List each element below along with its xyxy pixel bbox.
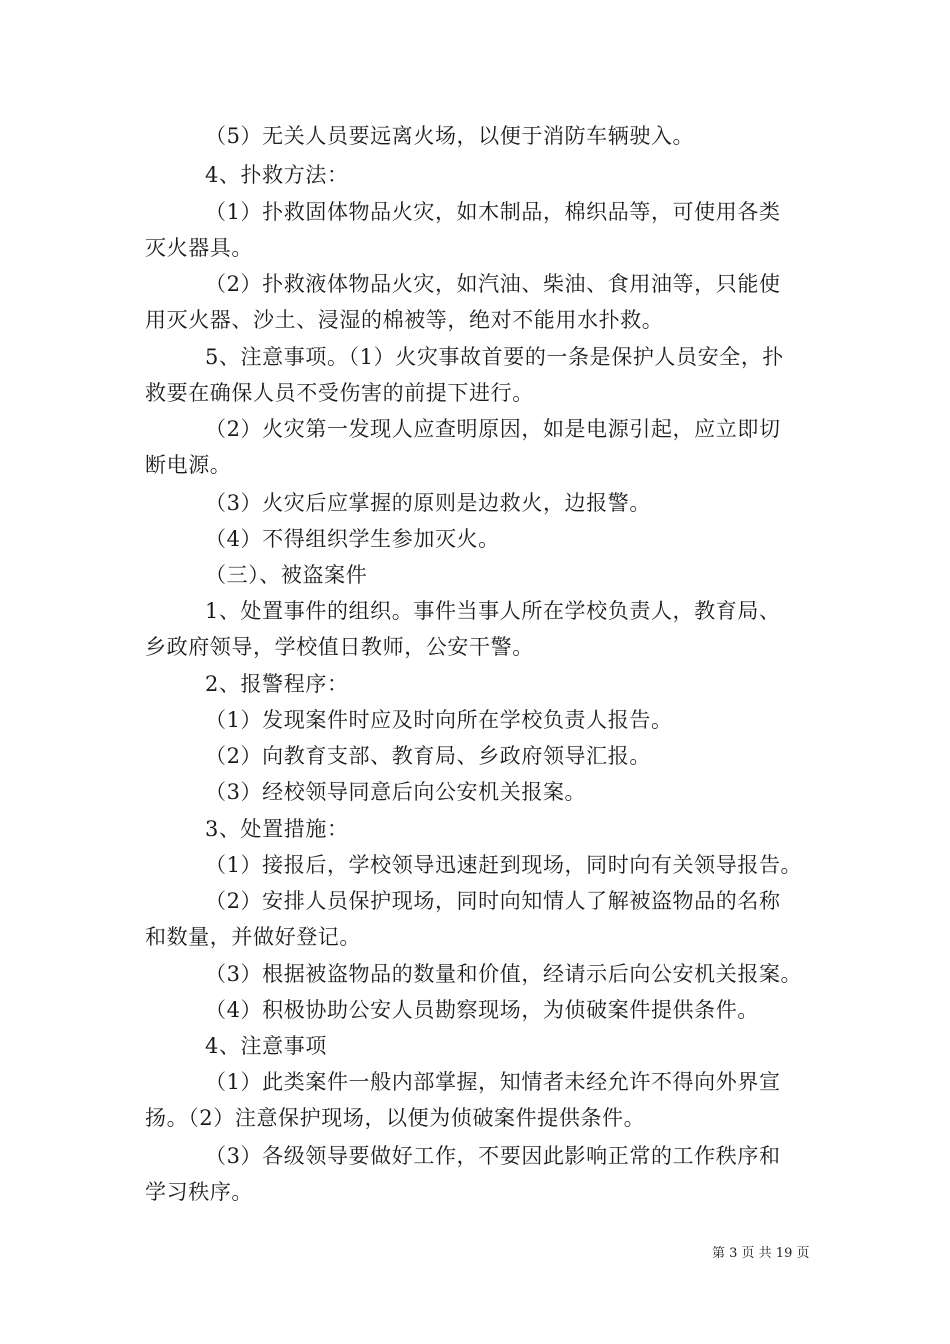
paragraph-line: （3）经校领导同意后向公安机关报案。 — [205, 780, 587, 804]
paragraph-line: （2）火灾第一发现人应查明原因，如是电源引起，应立即切 — [205, 417, 781, 441]
section-heading: （三）、被盗案件 — [205, 563, 368, 587]
paragraph-line: （5）无关人员要远离火场，以便于消防车辆驶入。 — [205, 124, 695, 148]
paragraph-line: （2）安排人员保护现场，同时向知情人了解被盗物品的名称 — [205, 889, 781, 913]
section-heading: 3、处置措施： — [205, 817, 349, 841]
paragraph-line: 学习秩序。 — [145, 1180, 253, 1204]
paragraph-line: （3）火灾后应掌握的原则是边救火，边报警。 — [205, 491, 651, 515]
section-heading: 4、扑救方法： — [205, 163, 349, 187]
paragraph-line: 断电源。 — [145, 453, 232, 477]
paragraph-line: （1）扑救固体物品火灾，如木制品，棉织品等，可使用各类 — [205, 200, 781, 224]
paragraph-line: 用灭火器、沙土、浸湿的棉被等，绝对不能用水扑救。 — [145, 308, 664, 332]
paragraph-line: （1）接报后，学校领导迅速赶到现场，同时向有关领导报告。 — [205, 853, 803, 877]
section-heading: 2、报警程序： — [205, 672, 349, 696]
paragraph-line: 扬。（2）注意保护现场，以便为侦破案件提供条件。 — [145, 1106, 646, 1130]
page-number: 第 3 页 共 19 页 — [712, 1246, 810, 1261]
paragraph-line: 1、处置事件的组织。事件当事人所在学校负责人，教育局、 — [205, 599, 781, 623]
paragraph-line: （1）发现案件时应及时向所在学校负责人报告。 — [205, 708, 673, 732]
paragraph-line: 救要在确保人员不受伤害的前提下进行。 — [145, 381, 534, 405]
paragraph-line: 和数量，并做好登记。 — [145, 925, 361, 949]
paragraph-line: 灭火器具。 — [145, 236, 253, 260]
paragraph-line: （3）根据被盗物品的数量和价值，经请示后向公安机关报案。 — [205, 962, 803, 986]
paragraph-line: （2）扑救液体物品火灾，如汽油、柴油、食用油等，只能使 — [205, 272, 781, 296]
paragraph-line: （3）各级领导要做好工作，不要因此影响正常的工作秩序和 — [205, 1144, 781, 1168]
paragraph-line: 5、注意事项。（1）火灾事故首要的一条是保护人员安全，扑 — [205, 345, 785, 369]
paragraph-line: 乡政府领导，学校值日教师，公安干警。 — [145, 635, 534, 659]
paragraph-line: （4）积极协助公安人员勘察现场，为侦破案件提供条件。 — [205, 998, 759, 1022]
section-heading: 4、注意事项 — [205, 1034, 327, 1058]
paragraph-line: （4）不得组织学生参加灭火。 — [205, 527, 500, 551]
paragraph-line: （1）此类案件一般内部掌握，知情者未经允许不得向外界宣 — [205, 1070, 781, 1094]
paragraph-line: （2）向教育支部、教育局、乡政府领导汇报。 — [205, 744, 651, 768]
